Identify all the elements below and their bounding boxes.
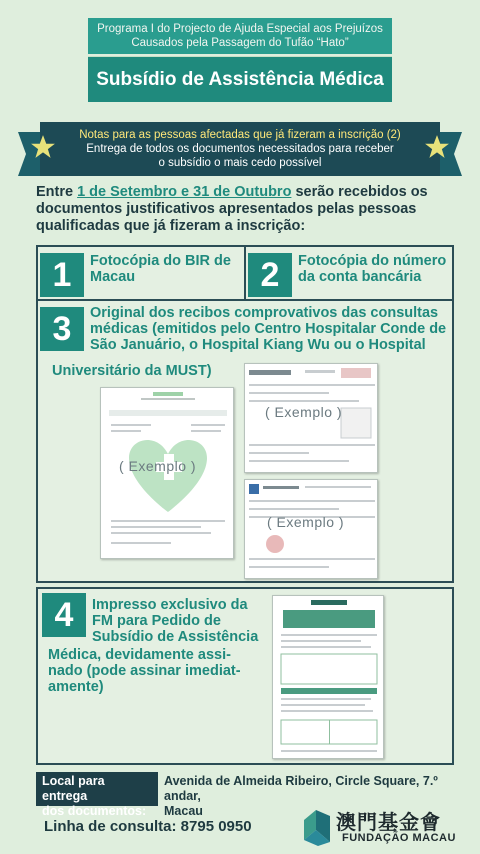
location-label — [36, 772, 158, 818]
program-line-2: Causados pela Passagem do Tufão “Hato” — [131, 37, 349, 49]
item-4-text-line: amente) — [48, 679, 104, 695]
program-banner — [88, 18, 392, 54]
delivery-location — [36, 772, 456, 818]
item-2-text-line: da conta bancária — [298, 269, 422, 285]
example-label: ( Exemplo ) — [119, 458, 197, 474]
item-1-text-line: Macau — [90, 269, 136, 285]
item-2-text — [298, 253, 446, 285]
intro-before: Entre — [36, 184, 78, 200]
ribbon-line-3: o subsídio o mais cedo possível — [158, 157, 322, 169]
item-4-text-line: Médica, devidamente assi- — [48, 647, 231, 663]
item-2-cell — [246, 247, 452, 299]
documents-grid — [36, 245, 454, 583]
location-label-line: Local para entrega — [42, 774, 105, 803]
item-4-text-line: Impresso exclusivo da — [92, 597, 248, 613]
fundacao-macau-logo — [302, 806, 472, 848]
hotline-text: Linha de consulta: 8795 0950 — [44, 818, 252, 835]
example-label: ( Exemplo ) — [267, 514, 345, 530]
form-illustration — [273, 596, 385, 760]
intro-date-range: 1 de Setembro e 31 de Outubro — [77, 184, 292, 200]
item-3-text-line: Original dos recibos comprovativos das consultas — [90, 305, 439, 321]
foundation-logo-icon — [302, 806, 334, 846]
example-label: ( Exemplo ) — [265, 404, 343, 420]
receipt-example-hospital-conde — [100, 387, 234, 559]
notice-ribbon — [18, 118, 462, 176]
item-3-text-last: Universitário da MUST) — [52, 363, 212, 379]
item-4-box — [36, 587, 454, 765]
location-label-line: dos documentos: — [42, 804, 147, 818]
item-4-text-line: FM para Pedido de — [92, 613, 221, 629]
item-1-cell — [38, 247, 246, 299]
receipt-example-kiang-wu — [244, 363, 378, 473]
item-4-text — [92, 597, 272, 645]
receipt-illustration — [101, 388, 235, 560]
ribbon-band — [40, 122, 440, 176]
item-3-text-line: médicas (emitidos pelo Centro Hospitalar Conde de — [90, 321, 447, 337]
receipt-illustration — [245, 480, 379, 580]
row-divider — [38, 299, 452, 301]
item-3-text — [90, 305, 450, 353]
item-1-text-line: Fotocópia do BIR de — [90, 253, 231, 269]
item-4-number: 4 — [42, 593, 86, 637]
page-title: Subsídio de Assistência Médica — [88, 56, 392, 102]
item-4-text-continued — [48, 647, 274, 695]
item-4-text-line: Subsídio de Assistência — [92, 629, 259, 645]
logo-chinese-name: 澳門基金會 — [336, 810, 441, 834]
item-2-number: 2 — [248, 253, 292, 297]
item-4-text-line: nado (pode assinar imediat- — [48, 663, 241, 679]
receipt-example-must — [244, 479, 378, 579]
ribbon-line-1: Notas para as pessoas afectadas que já fizeram a inscrição (2) — [79, 129, 401, 141]
item-3-number: 3 — [40, 307, 84, 351]
item-1-number: 1 — [40, 253, 84, 297]
address-line: Macau — [164, 804, 203, 818]
star-icon — [424, 134, 450, 160]
program-line-1: Programa I do Projecto de Ajuda Especial aos Prejuízos — [97, 23, 383, 35]
star-icon — [30, 134, 56, 160]
item-3-text-line: São Januário, o Hospital Kiang Wu ou o Hospital — [90, 337, 426, 353]
logo-portuguese-name: FUNDAÇÃO MACAU — [342, 832, 456, 844]
item-1-text — [90, 253, 231, 285]
address-line: Avenida de Almeida Ribeiro, Circle Square, 7.º andar, — [164, 774, 438, 803]
ribbon-line-2: Entrega de todos os documentos necessitados para receber — [86, 143, 394, 155]
intro-after: serão recebidos os documentos justificativos apresentados pelas pessoas qualificadas que já fizeram a inscrição: — [36, 184, 428, 234]
item-2-text-line: Fotocópia do número — [298, 253, 447, 269]
application-form-example — [272, 595, 384, 759]
intro-paragraph — [36, 184, 456, 235]
